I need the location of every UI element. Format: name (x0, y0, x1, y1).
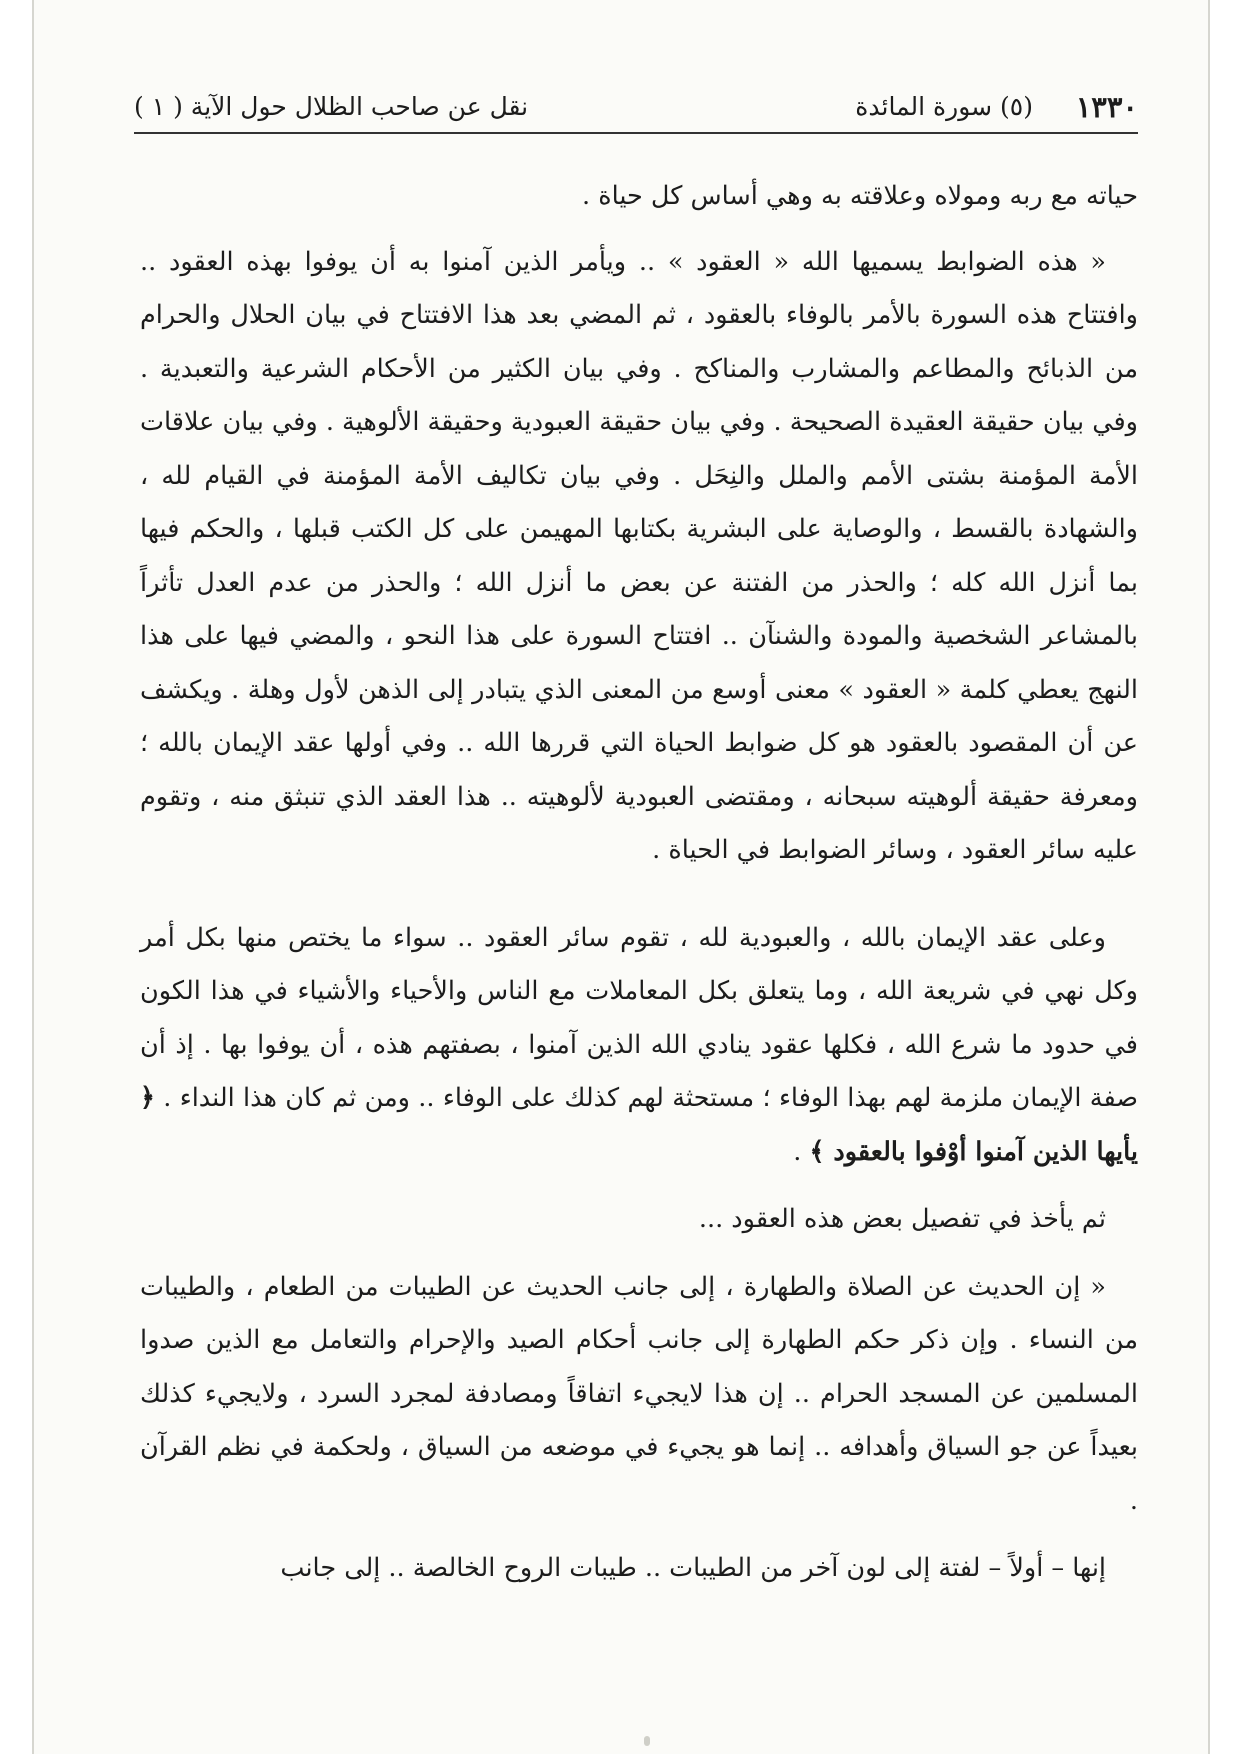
book-page (32, 0, 1210, 1754)
paragraph-5: « إن الحديث عن الصلاة والطهارة ، إلى جانب الحديث عن الطيبات من الطعام ، والطيبات من النساء . وإن ذكر حكم الطهارة إلى جانب أحكام الصيد والإحرام والتعامل مع الذين صدوا المسلمين عن المسجد الحرام .. إن هذا لايجيء اتفاقاً ومصادفة لمجرد السرد ، ولايجيء كذلك بعيداً عن جو السياق وأهدافه .. إنما هو يجيء في موضعه من السياق ، ولحكمة في نظم القرآن . (140, 1271, 1138, 1516)
paragraph-3-text: وعلى عقد الإيمان بالله ، والعبودية لله ، تقوم سائر العقود .. سواء ما يختص منها بكل أمر وكل نهي في شريعة الله ، وما يتعلق بكل المعاملات مع الناس والأحياء والأشياء في هذا الكون في حدود ما شرع الله ، فكلها عقود ينادي الله الذين آمنوا ، بصفتهم هذه ، أن يوفوا بها . إذ أن صفة الإيمان ملزمة لهم بهذا الوفاء ؛ مستحثة لهم كذلك على الوفاء .. ومن ثم كان هذا النداء . (140, 922, 1139, 1113)
paragraph-3-end: . (793, 1136, 810, 1167)
page-body (140, 170, 1138, 1596)
surah-label: (٥) سورة المائدة (855, 92, 1033, 121)
paragraph-2: « هذه الضوابط يسميها الله « العقود » .. ويأمر الذين آمنوا به أن يوفوا بهذه العقود .. وافتتاح هذه السورة بالأمر بالوفاء بالعقود ، ثم المضي بعد هذا الافتتاح في بيان الحلال والحرام من الذبائح والمطاعم والمشارب والمناكح . وفي بيان الكثير من الأحكام الشرعية والتعبدية . وفي بيان حقيقة العقيدة الصحيحة . وفي بيان حقيقة العبودية وحقيقة الألوهية . وفي بيان علاقات الأمة المؤمنة بشتى الأمم والملل والنِحَل . وفي بيان تكاليف الأمة المؤمنة في القيام لله ، والشهادة بالقسط ، والوصاية على البشرية بكتابها المهيمن على كل الكتب قبلها ، والحكم فيها بما أنزل الله كله ؛ والحذر من الفتنة عن بعض ما أنزل الله ؛ والحذر من عدم العدل تأثراً بالمشاعر الشخصية والمودة والشنآن .. افتتاح السورة على هذا النحو ، والمضي فيها على هذا النهج يعطي كلمة « العقود » معنى أوسع من المعنى الذي يتبادر إلى الذهن لأول وهلة . ويكشف عن أن المقصود بالعقود هو كل ضوابط الحياة التي قررها الله .. وفي أولها عقد الإيمان بالله ؛ ومعرفة حقيقة ألوهيته سبحانه ، ومقتضى العبودية لألوهيته .. هذا العقد الذي تنبثق منه ، وتقوم عليه سائر العقود ، وسائر الضوابط في الحياة . (140, 246, 1138, 865)
paragraph-3 (140, 912, 1138, 1180)
page-header (134, 90, 1138, 134)
running-title: نقل عن صاحب الظلال حول الآية ( ١ ) (134, 92, 529, 121)
paragraph-1: حياته مع ربه ومولاه وعلاقته به وهي أساس كل حياة . (582, 181, 1138, 211)
quran-verse: ﴿ يأيها الذين آمنوا أوْفوا بالعقود ﴾ (140, 1083, 1138, 1167)
page-number: ١٣٣٠ (1075, 90, 1138, 124)
scan-mark (644, 1736, 650, 1746)
paragraph-6: إنها – أولاً – لفتة إلى لون آخر من الطيبات .. طيبات الروح الخالصة .. إلى جانب (280, 1553, 1106, 1583)
paragraph-4: ثم يأخذ في تفصيل بعض هذه العقود ... (698, 1204, 1106, 1234)
